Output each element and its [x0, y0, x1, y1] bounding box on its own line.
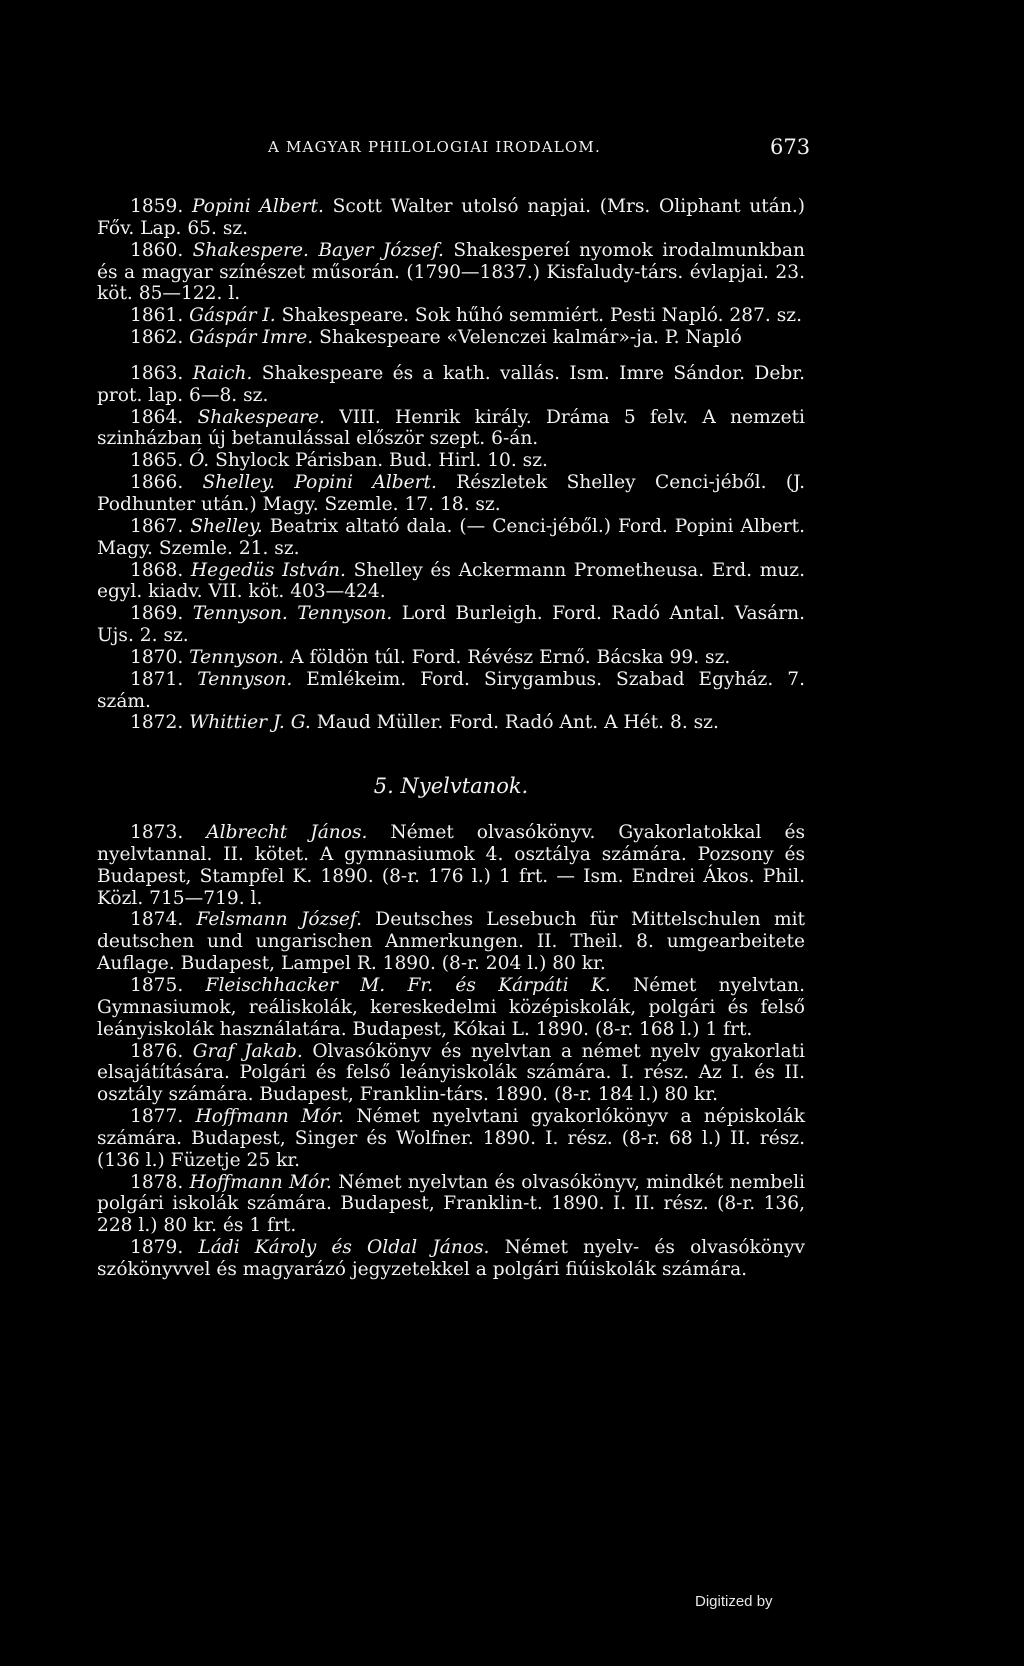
entry-year: 1868. — [130, 559, 184, 581]
bibliography-entry — [97, 1041, 805, 1107]
entry-author: Gáspár I. — [189, 305, 276, 327]
entry-author: Fleischhacker M. Fr. és Kárpáti K. — [205, 975, 611, 996]
bibliography-entry — [97, 647, 805, 669]
entry-text: Scott Walter utolsó napjai. (Mrs. Oliphant után.) Főv. Lap. 65. sz. — [97, 196, 805, 239]
entry-author: Raich. — [192, 362, 253, 384]
entry-year: 1863. — [130, 362, 184, 384]
entry-year: 1864. — [130, 406, 184, 428]
bibliography-entry — [97, 196, 805, 240]
entry-author: Hoffmann Mór. — [189, 1171, 332, 1193]
bibliography-entry — [97, 975, 805, 1041]
entry-year: 1873. — [130, 822, 184, 844]
entry-text: Lord Burleigh. Ford. Radó Antal. Vasárn. Ujs. 2. sz. — [97, 603, 805, 647]
entry-year: 1865. — [130, 450, 184, 472]
entry-text: Deutsches Lesebuch für Mittelschulen mit deutschen und ungarischen Anmerkungen. II. Theil. 8. umgearbeitete Auflage. Budapest, Lampel R. 1890. (8-r. 204 l.) 80 kr. — [97, 909, 805, 975]
entry-author: Gáspár Imre. — [189, 327, 314, 349]
page-body — [97, 196, 805, 1281]
bibliography-entry — [97, 407, 805, 451]
entry-text: Német olvasókönyv. Gyakorlatokkal és nyelvtannal. II. kötet. A gymnasiumok 4. osztálya számára. Pozsony és Budapest, Stampfel K. 1890. (8-r. 176 l.) 1 frt. — Ism. Endrei Ákos. Phil. Közl. 715—719. l. — [97, 822, 805, 909]
bibliography-entry — [97, 516, 805, 560]
bibliography-entry — [97, 560, 805, 604]
entry-year: 1878. — [130, 1171, 184, 1193]
entry-text: Emlékeim. Ford. Sirygambus. Szabad Egyház. 7. szám. — [97, 668, 805, 712]
entry-year: 1875. — [130, 975, 184, 996]
entry-text: Maud Müller. Ford. Radó Ant. A Hét. 8. sz. — [310, 712, 719, 734]
entry-year: 1859. — [130, 196, 184, 217]
entry-year: 1876. — [130, 1040, 184, 1062]
entry-author: Ó. — [189, 450, 210, 472]
entry-author: Hegedüs István. — [190, 559, 346, 581]
bibliography-entry — [97, 1237, 805, 1281]
section-heading: 5. Nyelvtanok. — [373, 774, 529, 799]
page-number: 673 — [770, 135, 811, 159]
bibliography-entry — [97, 472, 805, 516]
bibliography-entry — [97, 240, 805, 306]
entry-text: Shelley és Ackermann Prometheusa. Erd. muz. egyl. kiadv. VII. köt. 403—424. — [97, 559, 806, 603]
entry-author: Hoffmann Mór. — [195, 1106, 345, 1128]
entry-author: Albrecht János. — [206, 822, 368, 844]
bibliography-entry — [97, 305, 805, 327]
entry-text: VIII. Henrik király. Dráma 5 felv. A nemzeti szinházban új betanulással először szept. 6-án. — [97, 406, 805, 450]
digitized-by-watermark: Digitized by — [695, 1593, 773, 1610]
bibliography-entry — [97, 1172, 805, 1238]
entry-author: Tennyson. — [189, 646, 285, 668]
bibliography-entry — [97, 327, 805, 349]
entry-author: Shakespeare. — [197, 406, 325, 428]
entry-author: Shakespere. Bayer József. — [192, 239, 444, 261]
running-header — [0, 135, 1024, 168]
entry-author: Whittier J. G. — [189, 712, 311, 734]
entry-author: Shelley. Popini Albert. — [202, 472, 437, 494]
entry-text: Részletek Shelley Cenci-jéből. (J. Podhunter után.) Magy. Szemle. 17. 18. sz. — [97, 472, 806, 515]
entry-year: 1877. — [130, 1106, 184, 1128]
entry-year: 1879. — [130, 1237, 184, 1259]
bibliography-entry — [97, 822, 805, 909]
bibliography-list-literature — [97, 196, 805, 734]
entry-text: Német nyelvtani gyakorlókönyv a népiskolák számára. Budapest, Singer és Wolfner. 1890. I. rész. (8-r. 68 l.) II. rész. (136 l.) Füzetje 25 kr. — [97, 1106, 805, 1171]
entry-year: 1872. — [130, 712, 184, 734]
entry-author: Tennyson. Tennyson. — [192, 603, 393, 625]
entry-author: Ládi Károly és Oldal János. — [198, 1237, 490, 1259]
entry-text: Shakespereí nyomok irodalmunkban és a magyar színészet műsorán. (1790—1837.) Kisfaludy-társ. évlapjai. 23. köt. 85—122. l. — [97, 239, 805, 305]
bibliography-entry — [97, 450, 805, 472]
bibliography-entry — [97, 603, 805, 647]
entry-year: 1870. — [130, 646, 184, 668]
entry-author: Graf Jakab. — [192, 1040, 303, 1062]
entry-text: Shakespeare. Sok hűhó semmiért. Pesti Napló. 287. sz. — [275, 305, 802, 327]
entry-year: 1871. — [130, 668, 184, 690]
entry-author: Popini Albert. — [191, 196, 324, 217]
entry-year: 1867. — [130, 515, 184, 537]
entry-author: Tennyson. — [197, 668, 293, 690]
entry-text: Német nyelv- és olvasókönyv szókönyvvel és magyarázó jegyzetekkel a polgári fiúiskolák számára. — [97, 1237, 805, 1280]
entry-author: Felsmann József. — [196, 909, 362, 931]
entry-text: A földön túl. Ford. Révész Ernő. Bácska 99. sz. — [284, 646, 731, 668]
entry-author: Shelley. — [190, 515, 263, 537]
bibliography-entry — [97, 909, 805, 975]
entry-text: Olvasókönyv és nyelvtan a német nyelv gyakorlati elsajátítására. Polgári és felső leányiskolák számára. I. rész. Az I. és II. osztály számára. Budapest, Franklin-társ. 1890. (8-r. 184 l.) 80 kr. — [97, 1040, 805, 1106]
entry-year: 1874. — [130, 909, 184, 931]
bibliography-entry — [97, 669, 805, 713]
entry-text: Shakespeare «Velenczei kalmár»-ja. P. Napló — [313, 327, 742, 349]
entry-year: 1866. — [130, 472, 184, 494]
bibliography-list-grammars — [97, 822, 805, 1281]
entry-year: 1869. — [130, 603, 184, 625]
entry-year: 1862. — [130, 327, 184, 349]
entry-text: Shakespeare és a kath. vallás. Ism. Imre Sándor. Debr. prot. lap. 6—8. sz. — [97, 362, 805, 406]
entry-text: Shylock Párisban. Bud. Hirl. 10. sz. — [209, 450, 548, 472]
running-title: A MAGYAR PHILOLOGIAI IRODALOM. — [268, 138, 601, 156]
entry-text: Beatrix altató dala. (— Cenci-jéből.) Ford. Popini Albert. Magy. Szemle. 21. sz. — [97, 515, 805, 559]
entry-year: 1860. — [130, 239, 184, 261]
entry-text: Német nyelvtan és olvasókönyv, mindkét nembeli polgári iskolák számára. Budapest, Franklin-t. 1890. I. II. rész. (8-r. 136, 228 l.) 80 kr. és 1 frt. — [97, 1171, 805, 1237]
entry-text: Német nyelvtan. Gymnasiumok, reáliskolák, kereskedelmi középiskolák, polgári és felső leányiskolák használatára. Budapest, Kókai L. 1890. (8-r. 168 l.) 1 frt. — [97, 975, 805, 1040]
bibliography-entry — [97, 712, 805, 734]
entry-year: 1861. — [130, 305, 184, 327]
bibliography-entry — [97, 1106, 805, 1172]
bibliography-entry — [97, 363, 805, 407]
